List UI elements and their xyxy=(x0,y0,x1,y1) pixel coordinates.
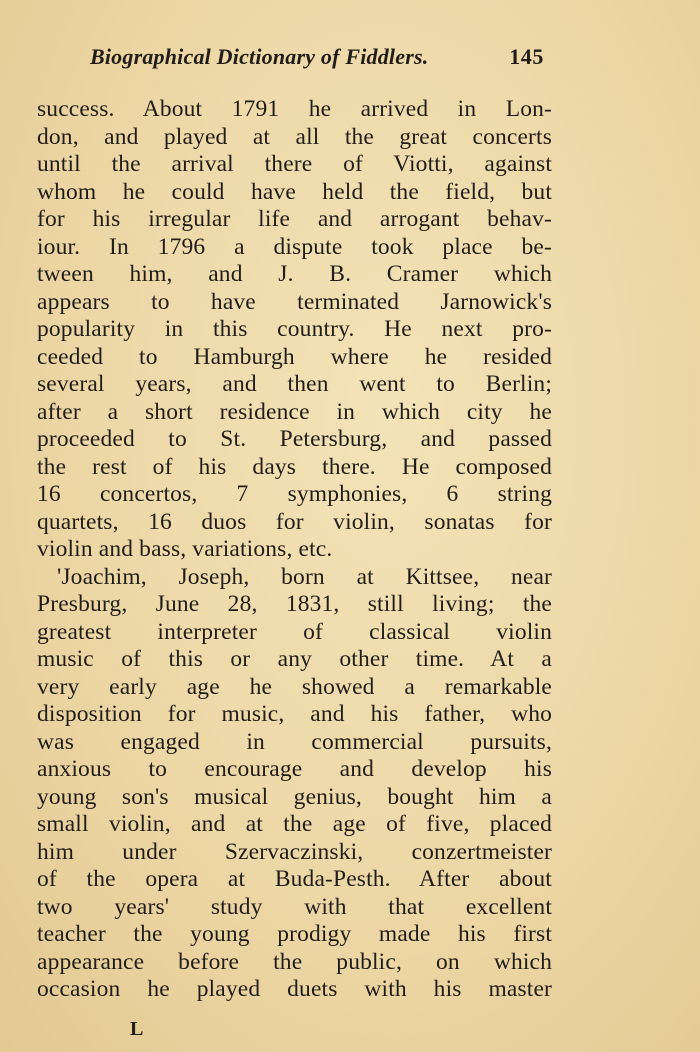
text-line: occasion he played duets with his master xyxy=(37,976,552,1002)
text-line: music of this or any other time. At a xyxy=(37,646,552,672)
text-line: ceeded to Hamburgh where he resided xyxy=(37,343,552,370)
text-line: success. About 1791 he arrived in Lon- xyxy=(37,96,552,122)
text-line: two years' study with that excellent xyxy=(37,893,552,920)
text-line: of the opera at Buda-Pesth. After about xyxy=(37,866,552,892)
text-line: the rest of his days there. He composed xyxy=(37,453,552,480)
text-line: Presburg, June 28, 1831, still living; the xyxy=(37,591,552,617)
running-head-title: Biographical Dictionary of Fiddlers. xyxy=(90,44,429,69)
text-line: after a short residence in which city he xyxy=(37,398,552,425)
signature-mark: L xyxy=(130,1018,144,1040)
running-head xyxy=(90,40,550,74)
body-text xyxy=(37,96,552,1004)
text-line: quartets, 16 duos for violin, sonatas for xyxy=(37,508,552,535)
page-number: 145 xyxy=(509,44,544,69)
text-line: anxious to encourage and develop his xyxy=(37,756,552,782)
text-line: greatest interpreter of classical violin xyxy=(37,618,552,645)
text-line: popularity in this country. He next pro- xyxy=(37,316,552,342)
text-line: for his irregular life and arrogant behav- xyxy=(37,206,552,232)
text-line: tween him, and J. B. Cramer which xyxy=(37,261,552,287)
text-line: iour. In 1796 a dispute took place be- xyxy=(37,233,552,260)
text-line: appearance before the public, on which xyxy=(37,948,552,975)
text-line: violin and bass, variations, etc. xyxy=(37,536,333,562)
text-line: young son's musical genius, bought him a xyxy=(37,783,552,810)
text-line: was engaged in commercial pursuits, xyxy=(37,728,552,755)
text-line: teacher the young prodigy made his first xyxy=(37,921,552,947)
text-line: small violin, and at the age of five, placed xyxy=(37,811,552,837)
text-line: don, and played at all the great concerts xyxy=(37,123,552,150)
text-line: 16 concertos, 7 symphonies, 6 string xyxy=(37,481,552,507)
entry-heading-line: 'Joachim, Joseph, born at Kittsee, near xyxy=(57,563,552,590)
text-line: proceeded to St. Petersburg, and passed xyxy=(37,426,552,452)
text-line: whom he could have held the field, but xyxy=(37,178,552,205)
text-line: appears to have terminated Jarnowick's xyxy=(37,288,552,315)
text-line: very early age he showed a remarkable xyxy=(37,673,552,700)
text-line: disposition for music, and his father, who xyxy=(37,701,552,727)
text-line: several years, and then went to Berlin; xyxy=(37,371,552,397)
text-line: him under Szervaczinski, conzertmeister xyxy=(37,838,552,865)
text-line: until the arrival there of Viotti, against xyxy=(37,151,552,177)
